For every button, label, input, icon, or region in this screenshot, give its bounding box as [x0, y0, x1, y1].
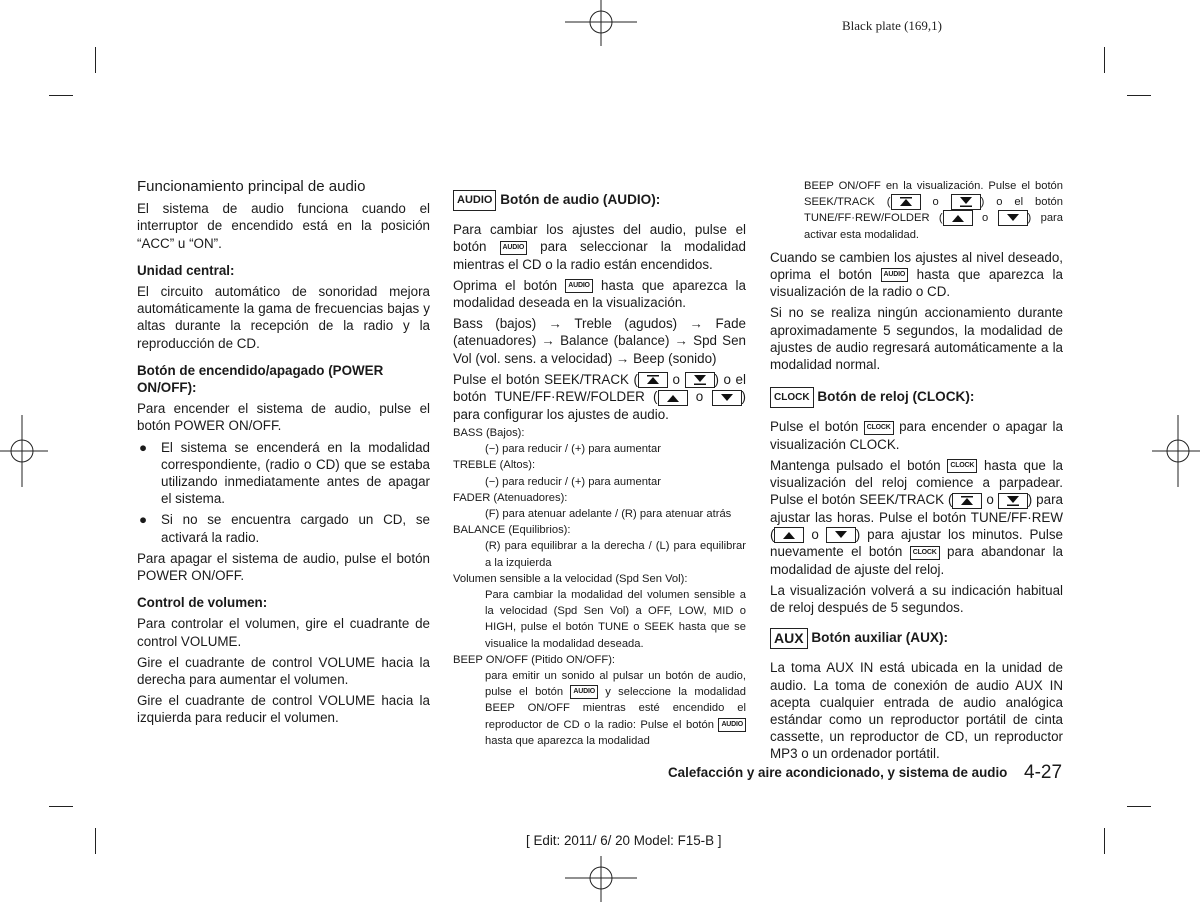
seek-up-icon	[952, 493, 982, 509]
setting-desc: (−) para reducir / (+) para aumentar	[485, 475, 661, 488]
audio-key-icon: AUDIO	[881, 268, 909, 282]
audio-button-icon: AUDIO	[453, 190, 496, 211]
crop-mark	[1127, 806, 1151, 807]
crop-mark	[49, 95, 73, 96]
setting-desc: (R) para equilibrar a la derecha / (L) para equilibrar a la izquierda	[485, 540, 746, 569]
plate-label: Black plate (169,1)	[842, 18, 942, 33]
paragraph: Para controlar el volumen, gire el cuadrante de control VOLUME.	[137, 616, 430, 649]
tune-up-icon	[658, 390, 688, 406]
seek-down-icon	[951, 194, 981, 210]
section-title: Funcionamiento principal de audio	[137, 178, 366, 195]
paragraph: El circuito automático de sonoridad mejora automáticamente la gama de frecuencias bajas y altas durante la recepción de la radio y la reproducción de CD.	[137, 284, 430, 351]
seek-down-icon	[998, 493, 1028, 509]
setting-label: FADER (Atenuadores):	[453, 491, 568, 504]
paragraph: La toma AUX IN está ubicada en la unidad de audio. La toma de conexión de audio AUX IN acepta cualquier entrada de audio analógica estándar como un reproductor portátil de cinta cassette, un reproductor de CD, un reproductor MP3 o un ordenador portátil.	[770, 660, 1063, 762]
setting-label: BEEP ON/OFF (Pitido ON/OFF):	[453, 653, 616, 666]
subheading: Unidad central:	[137, 262, 235, 278]
setting-desc: (F) para atenuar adelante / (R) para atenuar atrás	[485, 507, 732, 520]
paragraph: Si no se realiza ningún accionamiento durante aproximadamente 5 segundos, la modalidad de ajustes de audio regresará automáticamente a la modalidad normal.	[770, 305, 1063, 373]
page-number: 4-27	[1024, 762, 1063, 783]
paragraph: Cuando se cambien los ajustes al nivel deseado, oprima el botón AUDIO hasta que aparezca la visualización de la radio o CD.	[770, 249, 1063, 300]
audio-key-icon: AUDIO	[500, 241, 528, 255]
audio-key-icon: AUDIO	[570, 685, 598, 699]
paragraph: El sistema de audio funciona cuando el interruptor de encendido está en la posición “ACC” u “ON”.	[137, 201, 430, 251]
setting-desc: para emitir un sonido al pulsar un botón de audio, pulse el botón AUDIO y seleccione la modalidad BEEP ON/OFF mientras esté encendido el reproductor de CD o la radio: Pulse el botón AUDIO hasta que aparezca la modalidad	[485, 669, 746, 747]
setting-label: Volumen sensible a la velocidad (Spd Sen Vol):	[453, 572, 688, 585]
paragraph: Oprima el botón AUDIO hasta que aparezca la modalidad deseada en la visualización.	[453, 277, 746, 311]
bullet-item: ● Si no se encuentra cargado un CD, se activará la radio.	[139, 512, 430, 545]
paragraph: La visualización volverá a su indicación habitual de reloj después de 5 segundos.	[770, 582, 1063, 615]
setting-label: BALANCE (Equilibrios):	[453, 524, 571, 537]
tune-down-icon	[826, 527, 856, 543]
edit-info: [ Edit: 2011/ 6/ 20 Model: F15-B ]	[526, 833, 722, 848]
paragraph: Para encender el sistema de audio, pulse el botón POWER ON/OFF.	[137, 401, 430, 434]
registration-mark-top	[565, 0, 637, 46]
setting-desc: Para cambiar la modalidad del volumen sensible a la velocidad (Spd Sen Vol) a OFF, LOW, MID o HIGH, pulse el botón TUNE o SEEK hasta que se visualice la modalidad deseada.	[485, 588, 746, 650]
crop-mark	[95, 47, 96, 73]
paragraph: Para cambiar los ajustes del audio, pulse el botón AUDIO para seleccionar la modalidad mientras el CD o la radio están encendidos.	[453, 222, 746, 272]
footer-section-title: Calefacción y aire acondicionado, y sistema de audio	[668, 765, 1008, 780]
crop-mark	[95, 828, 96, 854]
beep-continued: BEEP ON/OFF en la visualización. Pulse el botón SEEK/TRACK ( o ) o el botón TUNE/FF·REW/FOLDER ( o ) para activar esta modalidad.	[804, 180, 1063, 241]
paragraph: Gire el cuadrante de control VOLUME hacia la izquierda para reducir el volumen.	[137, 693, 430, 726]
paragraph: Pulse el botón SEEK/TRACK ( o ) o el botón TUNE/FF·REW/FOLDER ( o ) para configurar los ajustes de audio.	[453, 371, 746, 422]
setting-label: BASS (Bajos):	[453, 426, 525, 439]
setting-desc: (−) para reducir / (+) para aumentar	[485, 443, 661, 456]
paragraph: Pulse el botón CLOCK para encender o apagar la visualización CLOCK.	[770, 419, 1063, 452]
tune-down-icon	[998, 210, 1028, 226]
tune-down-icon	[712, 390, 742, 406]
seek-down-icon	[685, 372, 715, 388]
seek-up-icon	[638, 372, 668, 388]
tune-up-icon	[774, 527, 804, 543]
column-1	[137, 178, 430, 731]
audio-heading: AUDIO Botón de audio (AUDIO):	[453, 190, 746, 211]
tune-up-icon	[943, 210, 973, 226]
aux-button-icon: AUX	[770, 628, 808, 649]
audio-key-icon: AUDIO	[565, 279, 593, 293]
settings-list	[453, 425, 746, 749]
setting-label: TREBLE (Altos):	[453, 459, 536, 472]
registration-mark-left	[0, 415, 48, 487]
clock-key-icon: CLOCK	[910, 546, 940, 560]
paragraph: Bass (bajos) → Treble (agudos) → Fade (atenuadores) → Balance (balance) → Spd Sen Vol (vol. sens. a velocidad) → Beep (sonido)	[453, 316, 746, 366]
subheading: Botón de encendido/apagado (POWER ON/OFF):	[137, 362, 384, 396]
registration-mark-bottom	[565, 856, 637, 902]
registration-mark-right	[1152, 415, 1200, 487]
paragraph: Mantenga pulsado el botón CLOCK hasta que la visualización del reloj comience a parpadear. Pulse el botón SEEK/TRACK ( o ) para ajustar las horas. Pulse el botón TUNE/FF·REW ( o ) para ajustar los minutos. Pulse nuevamente el botón CLOCK para abandonar la modalidad de ajuste del reloj.	[770, 457, 1064, 577]
audio-key-icon: AUDIO	[718, 718, 746, 732]
crop-mark	[1104, 47, 1105, 73]
crop-mark	[1104, 828, 1105, 854]
paragraph: Gire el cuadrante de control VOLUME hacia la derecha para aumentar el volumen.	[137, 654, 430, 688]
subheading: Control de volumen:	[137, 595, 268, 611]
seek-up-icon	[891, 194, 921, 210]
paragraph: Para apagar el sistema de audio, pulse el botón POWER ON/OFF.	[137, 550, 430, 584]
column-2	[453, 184, 746, 749]
clock-button-icon: CLOCK	[770, 387, 814, 408]
clock-heading: CLOCK Botón de reloj (CLOCK):	[770, 387, 1063, 408]
column-3	[770, 178, 1063, 767]
clock-key-icon: CLOCK	[864, 421, 894, 435]
aux-heading: AUX Botón auxiliar (AUX):	[770, 628, 1063, 649]
crop-mark	[49, 806, 73, 807]
clock-key-icon: CLOCK	[947, 459, 977, 473]
bullet-item: ● El sistema se encenderá en la modalidad correspondiente, (radio o CD) que se estaba utilizando inmediatamente antes de apagar el sistema.	[139, 439, 430, 507]
crop-mark	[1127, 95, 1151, 96]
